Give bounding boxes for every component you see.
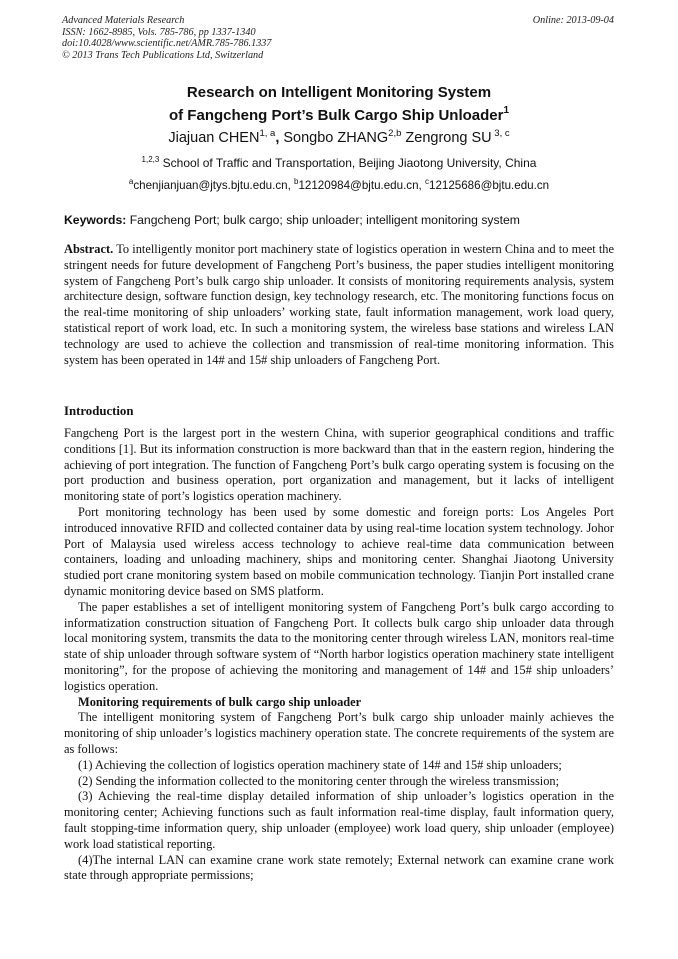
paper-title-line-2	[0, 106, 678, 124]
affiliation-text: School of Traffic and Transportation, Beijing Jiaotong University, China	[159, 156, 537, 170]
author-name: Zengrong SU	[405, 129, 492, 146]
email-list	[0, 177, 678, 192]
paragraph: The paper establishes a set of intelligent monitoring system of Fangcheng Port’s bulk cargo according to informatization construction situation of Fangcheng Port. It collects bulk cargo ship unloader data through local monitoring system, transmits the data to the monitoring center through wireless LAN, monitors real-time state of ship unloader through software system of “North harbor logistics operation machinery state intelligent monitoring”, for the propose of achieving the monitoring and management of 14# and 15# ship unloaders’ logistics operation.	[64, 599, 614, 693]
author-affil-mark: 3, c	[491, 128, 510, 139]
journal-header	[62, 15, 614, 61]
author-name: Jiajuan CHEN	[168, 129, 260, 146]
requirement-item: (2) Sending the information collected to the monitoring center through the wireless transmission;	[78, 773, 560, 788]
keywords-text: Fangcheng Port; bulk cargo; ship unloader; intelligent monitoring system	[126, 213, 520, 227]
email-address: 12120984@bjtu.edu.cn,	[298, 178, 425, 192]
abstract-text: To intelligently monitor port machinery state of logistics operation in western China and to meet the stringent needs for future development of Fangcheng Port’s business, the paper studies intelligent monitoring system of Fangcheng Port’s bulk cargo ship unloader. It consists of monitoring requirements analysis, system architecture design, software function design, key technology research, etc. The monitoring functions focus on the real-time monitoring of ship unloaders’ working state, fault information management, work load query, statistical report of work load, etc. In such a monitoring system, the wireless base stations and wireless LAN technology are used to achieve the collection and transmission of real-time monitoring information. This system has been operated in 14# and 15# ship unloaders of Fangcheng Port.	[64, 242, 614, 367]
abstract-label: Abstract.	[64, 242, 114, 256]
title-text: of Fangcheng Port’s Bulk Cargo Ship Unloader	[168, 107, 504, 124]
subsection-heading: Monitoring requirements of bulk cargo ship unloader	[78, 694, 362, 709]
journal-name: Advanced Materials Research	[62, 15, 185, 26]
abstract	[64, 242, 614, 368]
author-affil-mark: 2,b	[388, 128, 402, 139]
email-address: chenjianjuan@jtys.bjtu.edu.cn,	[133, 178, 295, 192]
keywords	[64, 213, 616, 227]
author-list	[0, 128, 678, 146]
requirement-item: (4)The internal LAN can examine crane work state remotely; External network can examine crane work state through appropriate permissions;	[64, 852, 614, 883]
paragraph: Port monitoring technology has been used by some domestic and foreign ports: Los Angeles Port introduced innovative RFID and collected container data by using real-time location system technology. Johor Port of Malaysia used wireless access technology to achieve real-time data communication between containers, loading and unloading machinery, ships and monitoring center. Shanghai Jiaotong University studied port crane monitoring system based on mobile communication technology. Tianjin Port installed crane dynamic monitoring device based on SMS platform.	[64, 504, 614, 598]
author-name: Songbo ZHANG	[283, 129, 389, 146]
requirement-item: (1) Achieving the collection of logistics operation machinery state of 14# and 15# ship unloaders;	[78, 757, 562, 772]
paragraph: The intelligent monitoring system of Fangcheng Port’s bulk cargo ship unloader mainly achieves the monitoring of ship unloader’s logistics machinery operation state. The concrete requirements of the system are as follows:	[64, 710, 614, 756]
copyright: © 2013 Trans Tech Publications Ltd, Switzerland	[62, 49, 264, 61]
section-heading-introduction: Introduction	[64, 404, 134, 418]
paper-title-line-1: Research on Intelligent Monitoring System	[186, 84, 492, 101]
requirement-item: (3) Achieving the real-time display detailed information of ship unloader’s logistics operation in the monitoring center; Achieving functions such as fault information real-time display, fault information query, fault stopping-time information query, ship unloader (employee) work load query, ship unloader (employee) work load statistical reporting.	[64, 789, 614, 851]
issn: ISSN: 1662-8985, Vols. 785-786, pp 1337-1340	[62, 26, 256, 38]
paragraph: Fangcheng Port is the largest port in the western China, with superior geographical conditions and traffic conditions [1]. But its information construction is more backward than that in the eastern region, hindering the achieving of port integration. The function of Fangcheng Port’s bulk cargo operating system is focusing on the port production and business operation, port organization and management, but it lacks of intelligent monitoring state of port’s logistics operation machinery.	[64, 426, 614, 504]
email-mark: b	[294, 177, 299, 186]
keywords-label: Keywords:	[64, 213, 127, 227]
author-affil-mark: 1, a	[259, 128, 276, 139]
doi: doi:10.4028/www.scientific.net/AMR.785-786.1337	[62, 38, 272, 50]
affiliation-mark: 1,2,3	[141, 155, 160, 164]
email-mark: c	[425, 177, 429, 186]
introduction-body	[64, 426, 614, 884]
email-mark: a	[128, 177, 134, 186]
email-address: 12125686@bjtu.edu.cn	[429, 178, 550, 192]
author-separator: ,	[275, 129, 284, 146]
affiliation	[0, 155, 678, 170]
online-date: Online: 2013-09-04	[532, 15, 614, 26]
title-footnote-mark: 1	[503, 105, 510, 116]
